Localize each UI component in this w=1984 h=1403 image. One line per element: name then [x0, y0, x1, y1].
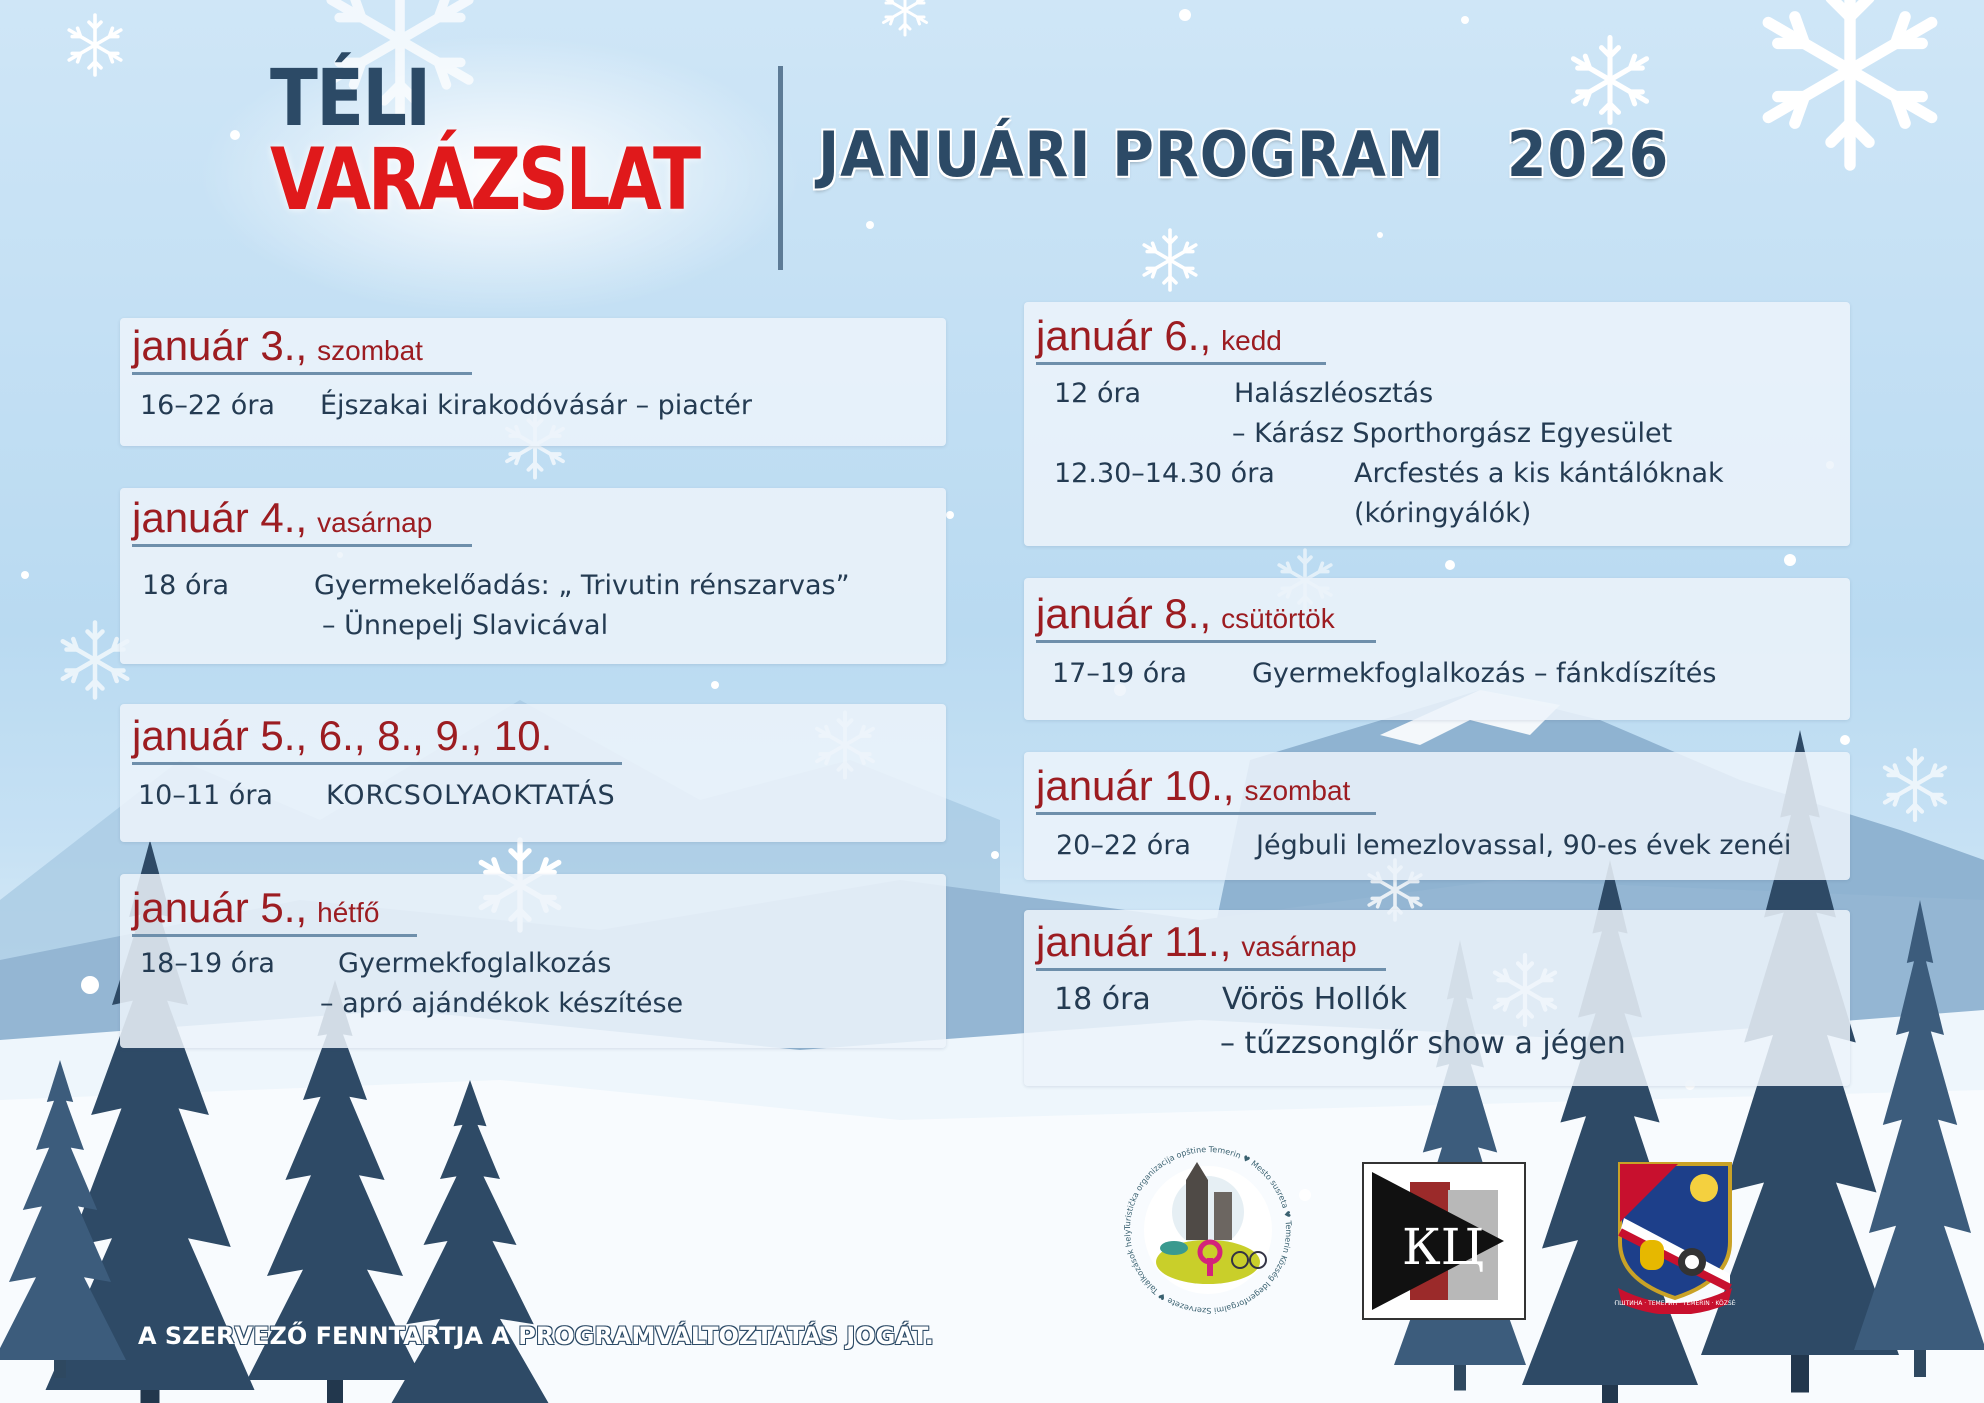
header-divider	[778, 66, 783, 270]
event-weekday: kedd	[1221, 325, 1282, 356]
event-date: január 10.,	[1036, 762, 1235, 809]
svg-text:Turistička organizacija opštin: Turistička organizacija opštine Temerin ♥ Mesto susreta ♥ Temerin Község Idegenforgalmi Szervezete ♥ Találkozások hely	[1122, 1144, 1294, 1316]
event-time: 10–11 óra	[138, 780, 273, 811]
event-description: Jégbuli lemezlovassal, 90-es évek zenéi	[1256, 830, 1792, 861]
disclaimer-footer: A SZERVEZŐ FENNTARTJA A PROGRAMVÁLTOZTATÁS JOGÁT.	[138, 1322, 934, 1350]
event-date-heading	[1036, 762, 1376, 815]
event-weekday: szombat	[317, 335, 423, 366]
event-description-cont: – apró ajándékok készítése	[320, 988, 684, 1019]
event-date-heading	[132, 884, 417, 937]
event-time: 18 óra	[1054, 982, 1151, 1017]
event-date-heading	[1036, 590, 1376, 643]
logo-title-line1: TÉLI	[270, 54, 430, 144]
event-description-cont: – tűzzsonglőr show a jégen	[1220, 1026, 1626, 1061]
tourism-organization-logo	[1118, 1140, 1298, 1320]
event-description: KORCSOLYAOKTATÁS	[326, 780, 616, 811]
event-card-jan10	[1024, 752, 1850, 880]
event-description: Gyermekelőadás: „ Trivutin rénszarvas”	[314, 570, 850, 601]
event-time: 18–19 óra	[140, 948, 275, 979]
event-time: 12 óra	[1054, 378, 1142, 409]
event-date-heading	[1036, 918, 1386, 971]
event-description-cont: – Kárász Sporthorgász Egyesület	[1232, 418, 1673, 449]
event-date: január 5.,	[132, 884, 308, 931]
event-date: január 5., 6., 8., 9., 10.	[132, 712, 553, 759]
logo-title-line2: VARÁZSLAT	[270, 130, 698, 230]
event-date: január 4.,	[132, 494, 308, 541]
svg-text:КЦ: КЦ	[1402, 1218, 1485, 1276]
event-description-cont: – Ünnepelj Slavicával	[322, 610, 609, 641]
event-card-jan3	[120, 318, 946, 446]
event-time: 18 óra	[142, 570, 230, 601]
event-time: 17–19 óra	[1052, 658, 1187, 689]
event-description: Arcfestés a kis kántálóknak	[1354, 458, 1724, 489]
event-weekday: szombat	[1244, 775, 1351, 806]
event-date: január 8.,	[1036, 590, 1212, 637]
municipality-coat-of-arms	[1614, 1158, 1736, 1314]
event-date-heading	[132, 322, 472, 375]
svg-text:ОПШТИНА · ТЕМЕРИН · TEMERIN ·: ОПШТИНА · ТЕМЕРИН · TEMERIN · KÖZSÉG	[1614, 1300, 1736, 1307]
event-weekday: csütörtök	[1221, 603, 1335, 634]
event-time: 20–22 óra	[1056, 830, 1191, 861]
event-card-skating	[120, 704, 946, 842]
event-weekday: vasárnap	[1241, 931, 1357, 962]
event-description: Halászléosztás	[1234, 378, 1434, 409]
event-description: Gyermekfoglalkozás	[338, 948, 612, 979]
event-date-heading	[132, 712, 622, 765]
event-card-jan6	[1024, 302, 1850, 546]
teli-varazslat-logo	[270, 54, 792, 230]
event-date: január 6.,	[1036, 312, 1212, 359]
event-weekday: hétfő	[317, 897, 380, 928]
event-time: 12.30–14.30 óra	[1054, 458, 1275, 489]
event-date: január 11.,	[1036, 918, 1232, 965]
event-date: január 3.,	[132, 322, 308, 369]
event-date-heading	[1036, 312, 1326, 365]
event-time: 16–22 óra	[140, 390, 275, 421]
kc-cultural-center-logo	[1362, 1162, 1526, 1320]
event-description: Gyermekfoglalkozás – fánkdíszítés	[1252, 658, 1717, 689]
event-weekday: vasárnap	[317, 507, 433, 538]
page-headline: JANUÁRI PROGRAM 2026	[818, 118, 1670, 191]
event-description: Vörös Hollók	[1222, 982, 1408, 1017]
event-description: Éjszakai kirakodóvásár – piactér	[320, 390, 752, 421]
event-card-jan11	[1024, 910, 1850, 1086]
event-card-jan5	[120, 874, 946, 1048]
event-card-jan8	[1024, 578, 1850, 720]
event-description-cont: (kóringyálók)	[1354, 498, 1532, 529]
event-date-heading	[132, 494, 472, 547]
event-card-jan4	[120, 488, 946, 664]
